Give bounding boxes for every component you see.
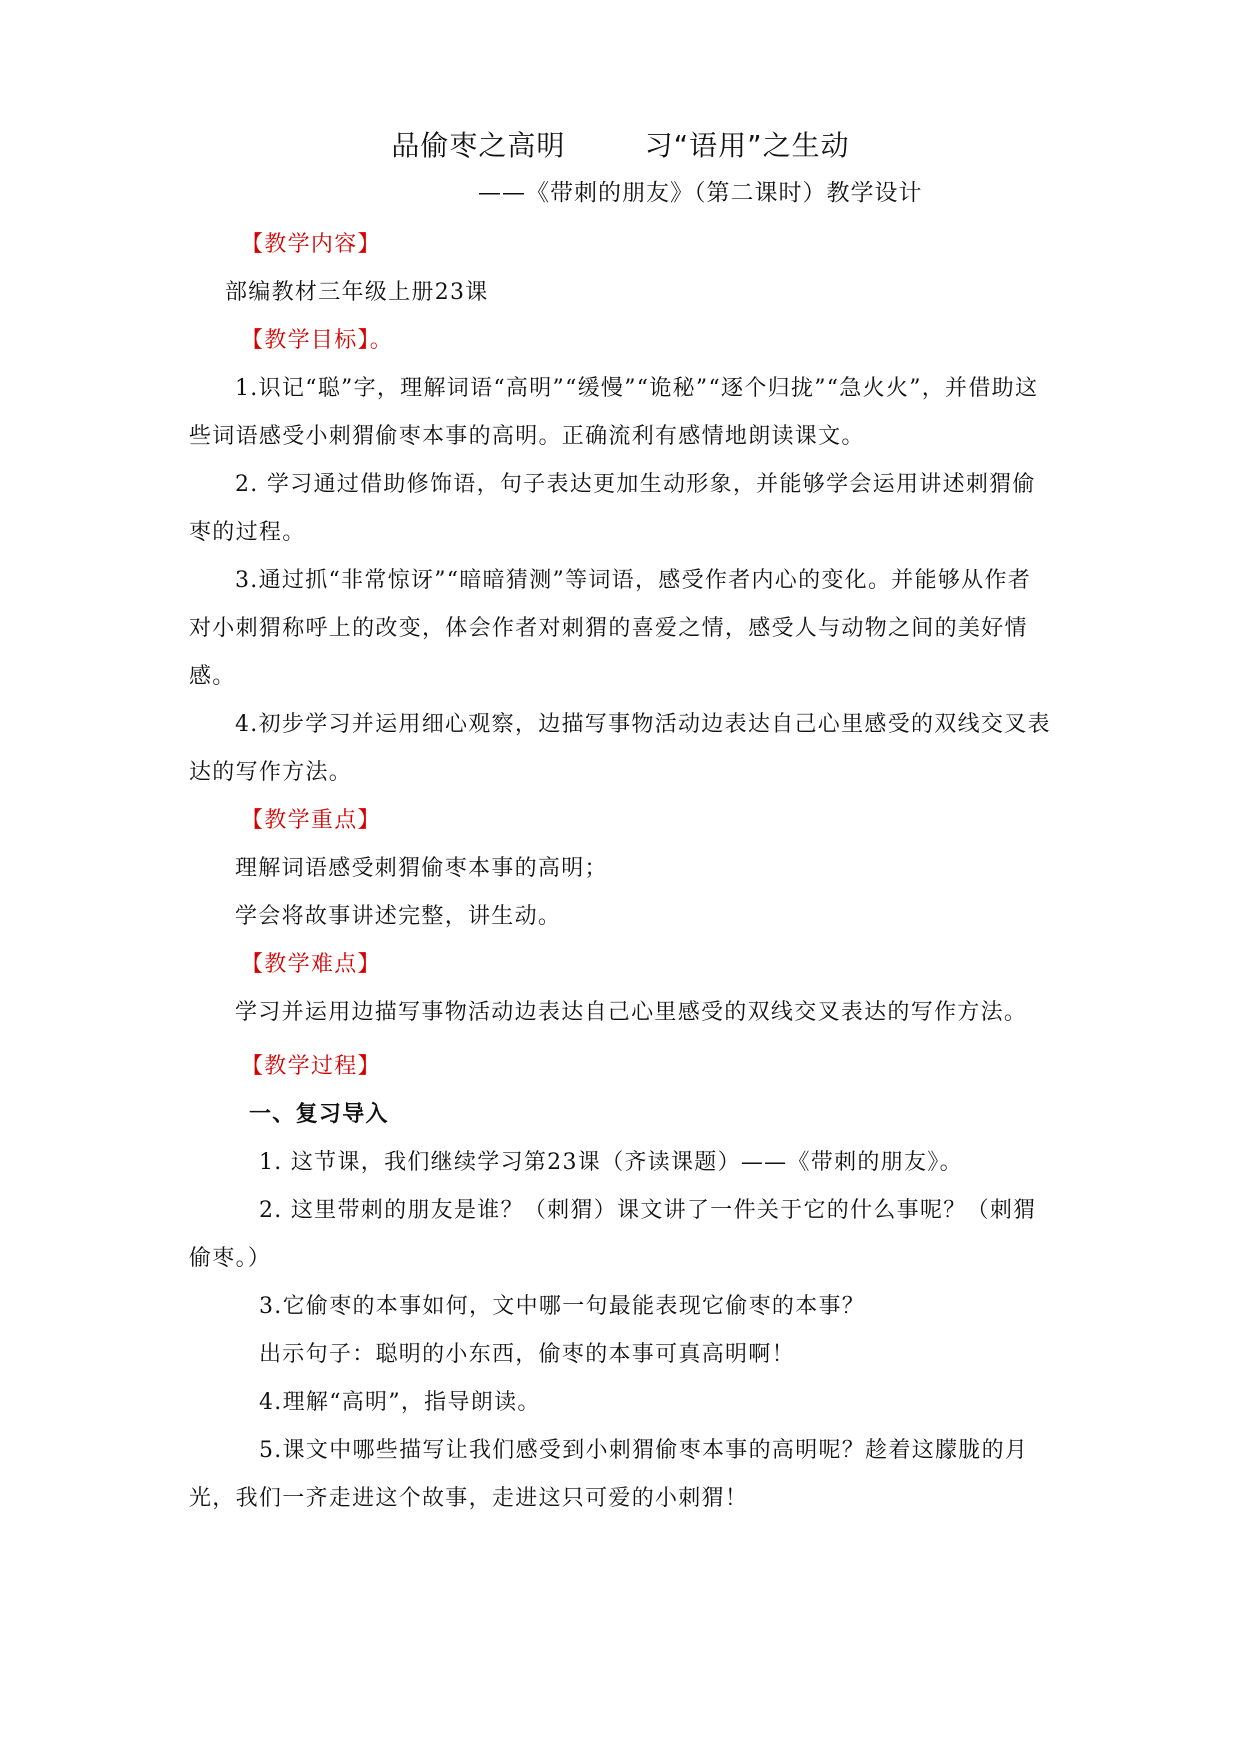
process-step-3-sentence: 出示句子：聪明的小东西，偷枣的本事可真高明啊！ <box>259 1342 795 1367</box>
difficulty-text: 学习并运用边描写事物活动边表达自己心里感受的双线交叉表达的写作方法。 <box>235 1000 1028 1025</box>
goal-3: 3.通过抓“非常惊讶”“暗暗猜测”等词语，感受作者内心的变化。并能够从作者对小刺猬称呼上的改变，体会作者对刺猬的喜爱之情，感受人与动物之间的美好情感。 <box>189 568 1032 689</box>
process-step-1: 1. 这节课，我们继续学习第23课（齐读课题）——《带刺的朋友》。 <box>259 1150 963 1175</box>
heading-difficulties: 【教学难点】 <box>241 952 381 977</box>
goal-2: 2. 学习通过借助修饰语，句子表达更加生动形象，并能够学会运用讲述刺猬偷枣的过程。 <box>189 472 1036 545</box>
heading-teaching-process: 【教学过程】 <box>241 1054 381 1079</box>
goal-4: 4.初步学习并运用细心观察，边描写事物活动边表达自己心里感受的双线交叉表达的写作方法。 <box>189 712 1051 785</box>
process-step-2: 2. 这里带刺的朋友是谁？（刺猬）课文讲了一件关于它的什么事呢？（刺猬偷枣。） <box>189 1198 1037 1271</box>
process-step-3: 3.它偷枣的本事如何，文中哪一句最能表现它偷枣的本事？ <box>259 1294 866 1319</box>
heading-teaching-goals: 【教学目标】。 <box>241 328 394 353</box>
heading-key-points: 【教学重点】 <box>241 808 381 833</box>
goal-1: 1.识记“聪”字，理解词语“高明”“缓慢”“诡秘”“逐个归拢”“急火火”，并借助这些词语感受小刺猬偷枣本事的高明。正确流利有感情地朗读课文。 <box>189 376 1039 449</box>
key-point-2: 学会将故事讲述完整，讲生动。 <box>235 904 562 929</box>
part-1-title: 一、复习导入 <box>249 1102 389 1127</box>
page-title: 品偷枣之高明 习“语用”之生动 <box>391 129 850 162</box>
process-step-5: 5.课文中哪些描写让我们感受到小刺猬偷枣本事的高明呢？趁着这朦胧的月光，我们一齐走进这个故事，走进这只可爱的小刺猬！ <box>189 1438 1029 1511</box>
teaching-content-text: 部编教材三年级上册23课 <box>225 280 489 305</box>
page-subtitle: ——《带刺的朋友》（第二课时）教学设计 <box>478 180 923 206</box>
process-step-4: 4.理解“高明”，指导朗读。 <box>259 1390 541 1415</box>
key-point-1: 理解词语感受刺猬偷枣本事的高明； <box>235 856 608 881</box>
heading-teaching-content: 【教学内容】 <box>241 232 381 257</box>
document-body <box>189 221 1051 1523</box>
